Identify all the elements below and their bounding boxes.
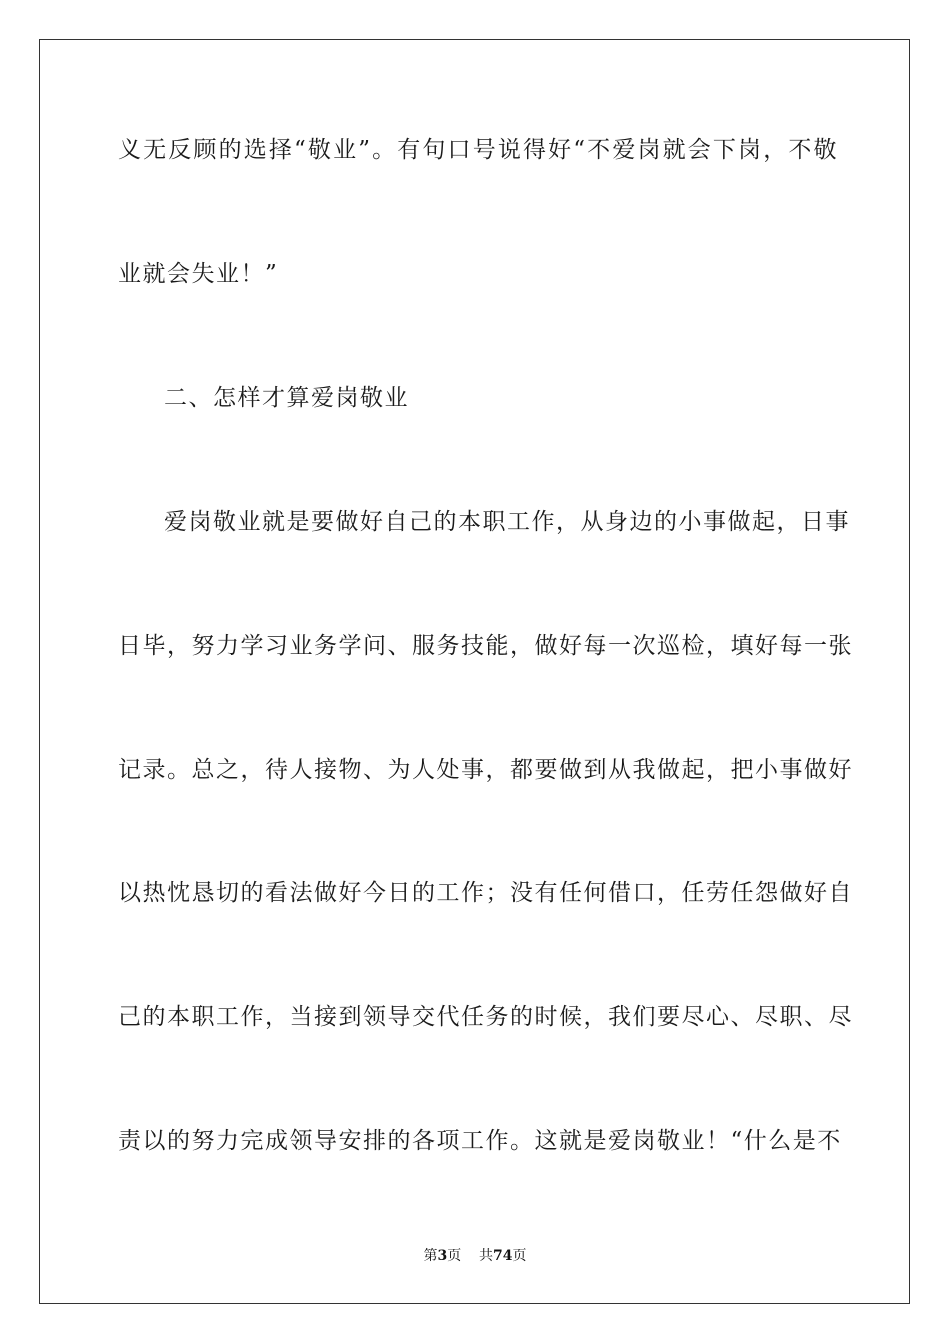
body-text-line: 义无反顾的选择“敬业”。有句口号说得好“不爱岗就会下岗，不敬 <box>118 137 838 163</box>
page-border <box>39 39 910 1304</box>
total-pages: 74 <box>493 1248 513 1264</box>
paragraph-first-line: 爱岗敬业就是要做好自己的本职工作，从身边的小事做起，日事 <box>164 509 850 535</box>
page-number: 3 <box>437 1248 448 1264</box>
section-heading: 二、怎样才算爱岗敬业 <box>164 385 409 411</box>
page-prefix: 第 <box>423 1249 438 1264</box>
page-suffix: 页 <box>447 1249 462 1264</box>
total-suffix: 页 <box>512 1249 527 1264</box>
body-text-line: 记录。总之，待人接物、为人处事，都要做到从我做起，把小事做好 <box>118 757 853 783</box>
body-text-line: 日毕，努力学习业务学问、服务技能，做好每一次巡检，填好每一张 <box>118 633 853 659</box>
body-text-line: 以热忱恳切的看法做好今日的工作；没有任何借口，任劳任怨做好自 <box>118 880 853 906</box>
body-text-line: 己的本职工作，当接到领导交代任务的时候，我们要尽心、尽职、尽 <box>118 1004 853 1030</box>
page-footer <box>0 1247 950 1266</box>
body-text-line: 业就会失业！” <box>118 261 279 287</box>
total-prefix: 共 <box>479 1249 494 1264</box>
body-text-line: 责以的努力完成领导安排的各项工作。这就是爱岗敬业！“什么是不 <box>118 1128 842 1154</box>
